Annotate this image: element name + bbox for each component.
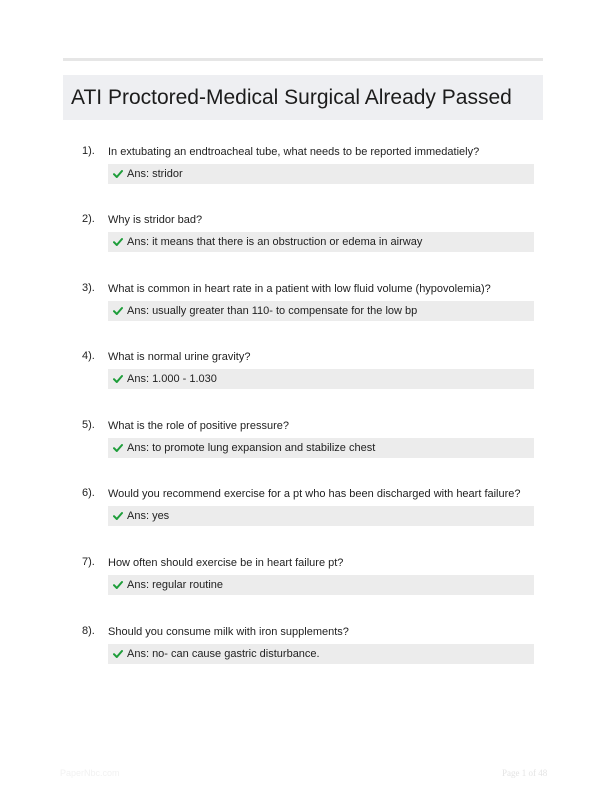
checkmark-icon (113, 580, 123, 590)
question-number: 5). (82, 419, 95, 431)
answer-text: Ans: regular routine (127, 579, 223, 591)
question-text: Should you consume milk with iron supplements? (108, 626, 349, 638)
answer-box (108, 506, 534, 526)
answer-box (108, 575, 534, 595)
question-text: In extubating an endtroacheal tube, what needs to be reported immedatiely? (108, 146, 480, 158)
question-text: What is common in heart rate in a patient with low fluid volume (hypovolemia)? (108, 283, 491, 295)
question-number: 4). (82, 350, 95, 362)
answer-box (108, 369, 534, 389)
checkmark-icon (113, 511, 123, 521)
checkmark-icon (113, 169, 123, 179)
header-divider (63, 58, 543, 61)
checkmark-icon (113, 443, 123, 453)
question-number: 8). (82, 625, 95, 637)
question-text: Why is stridor bad? (108, 214, 203, 226)
checkmark-icon (113, 649, 123, 659)
question-text: Would you recommend exercise for a pt who has been discharged with heart failure? (108, 488, 521, 500)
answer-text: Ans: yes (127, 510, 170, 522)
page-title: ATI Proctored-Medical Surgical Already Passed (71, 85, 512, 109)
answer-text: Ans: to promote lung expansion and stabilize chest (127, 442, 376, 454)
question-text: What is the role of positive pressure? (108, 420, 289, 432)
question-number: 1). (82, 145, 95, 157)
answer-text: Ans: 1.000 - 1.030 (127, 373, 217, 385)
checkmark-icon (113, 306, 123, 316)
answer-box (108, 644, 534, 664)
answer-box (108, 301, 534, 321)
question-number: 7). (82, 556, 95, 568)
checkmark-icon (113, 237, 123, 247)
answer-text: Ans: no- can cause gastric disturbance. (127, 648, 320, 660)
checkmark-icon (113, 374, 123, 384)
footer-watermark: PaperNbc.com (60, 768, 120, 778)
title-banner (63, 75, 543, 120)
question-number: 3). (82, 282, 95, 294)
page-number: Page 1 of 48 (502, 768, 548, 778)
answer-box (108, 164, 534, 184)
answer-box (108, 438, 534, 458)
answer-text: Ans: stridor (127, 168, 183, 180)
question-text: How often should exercise be in heart failure pt? (108, 557, 344, 569)
question-text: What is normal urine gravity? (108, 351, 251, 363)
question-number: 6). (82, 487, 95, 499)
answer-box (108, 232, 534, 252)
answer-text: Ans: usually greater than 110- to compensate for the low bp (127, 305, 418, 317)
answer-text: Ans: it means that there is an obstruction or edema in airway (127, 236, 423, 248)
question-number: 2). (82, 213, 95, 225)
